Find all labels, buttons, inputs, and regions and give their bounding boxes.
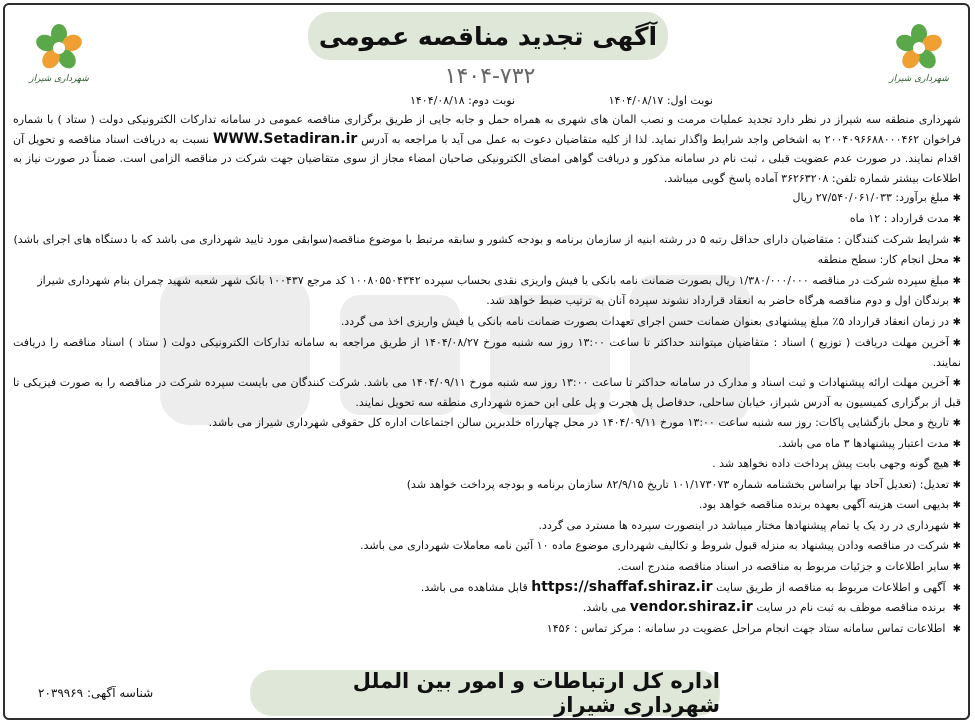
asterisk-icon: ✱ <box>952 500 961 512</box>
list-item-text: آخرین مهلت دریافت ( توزیع ) اسناد : متقاضیان میتوانند حداکثر تا ساعت ۱۳:۰۰ روز سه شنبه مورخ ۱۴۰۴/۰۸/۲۷ از طریق مراجعه به سامانه تدارکات الکترونیکی دولت ( ستاد ) اسناد مناقصه را دریافت نمایند. <box>13 335 961 370</box>
list-item: ✱ آگهی و اطلاعات مربوط به مناقصه از طریق سایت https://shaffaf.shiraz.ir قابل مشاهده می باشد. <box>13 578 961 599</box>
list-item <box>13 475 961 496</box>
flower-logo-icon <box>26 22 92 74</box>
list-item-text: شرکت در مناقصه ودادن پیشنهاد به منزله قبول شروط و تکالیف شهرداری موضوع ماده ۱۰ آئین نامه معاملات شهرداری می باشد. <box>360 539 949 553</box>
list-item-text: تعدیل: (تعدیل آحاد بها براساس بخشنامه شماره ۱۰۱/۱۷۳۰۷۳ تاریخ ۸۲/۹/۱۵ سازمان برنامه و بودجه پرداخت خواهد شد) <box>406 477 949 491</box>
list-item-text: بدیهی است هزینه آگهی بعهده برنده مناقصه خواهد بود. <box>698 498 949 512</box>
asterisk-icon: ✱ <box>952 234 961 246</box>
list-item <box>13 230 961 251</box>
list-item <box>13 454 961 475</box>
asterisk-icon: ✱ <box>952 296 961 308</box>
list-item-text: شرایط شرکت کنندگان : متقاضیان دارای حداقل رتبه ۵ در رشته ابنیه از سازمان برنامه و بودجه کشور و سابقه مرتبط با موضوع مناقصه(سوابقی مورد تایید شهرداری می باشد که با دستگاه های اجرای باشد) <box>13 232 949 246</box>
intro-text-2: نسبت به دریافت اسناد مناقصه و تحویل آن اقدام نمایند. در صورت عدم عضویت قبلی ، ثبت نام در سامانه مذکور و دریافت گواهی امضای الکترونیکی صاحبان امضاء مجاز از سوی متقاضیان جهت شرکت در مناقصه الزامی است. ضمناً در صورت نیاز به اطلاعات بیشتر شماره تلفن: ۳۶۲۶۳۲۰۸ آماده پاسخ گویی میباشد. <box>13 132 961 185</box>
list-item-text: هیچ گونه وجهی بابت پیش پرداخت داده نخواهد شد . <box>712 457 949 471</box>
asterisk-icon: ✱ <box>952 275 961 287</box>
asterisk-icon: ✱ <box>952 459 961 471</box>
asterisk-icon: ✱ <box>952 193 961 205</box>
asterisk-icon: ✱ <box>952 582 961 594</box>
asterisk-icon: ✱ <box>952 541 961 553</box>
organization-name: اداره کل ارتباطات و امور بین الملل شهرداری شیراز <box>352 669 720 717</box>
list-item <box>13 434 961 455</box>
asterisk-icon: ✱ <box>952 255 961 267</box>
asterisk-icon: ✱ <box>952 213 961 225</box>
asterisk-icon: ✱ <box>952 377 961 389</box>
shaffaf-link[interactable]: https://shaffaf.shiraz.ir <box>531 578 713 595</box>
first-publication-date: نوبت اول: ۱۴۰۴/۰۸/۱۷ <box>608 94 713 107</box>
list-item-text: آخرین مهلت ارائه پیشنهادات و ثبت اسناد و مدارک در سامانه حداکثر تا ساعت ۱۳:۰۰ روز سه شنبه مورخ ۱۴۰۴/۰۹/۱۱ می باشد. شرکت کنندگان می بایست سپرده شرکت در مناقصه را به صورت فیزیکی تا قبل از برگزاری کمیسیون به آدرس شیراز، خیابان ساحلی، حدفاصل پل هجرت و پل علی ابن حمزه شهرداری منطقه سه تحویل نمایند. <box>13 375 961 410</box>
asterisk-icon: ✱ <box>952 337 961 349</box>
list-item-text: مدت اعتبار پیشنهادها ۳ ماه می باشد. <box>778 436 949 450</box>
intro-text-1: شهرداری منطقه سه شیراز در نظر دارد تجدید عملیات مرمت و نصب المان های شهری به همراه حمل و جابه جایی از طریق برگزاری مناقصه عمومی در سامانه تدارکات الکترونیکی دولت ( ستاد ) با شماره فراخوان ۲۰۰۴۰۹۶۶۸۸۰۰۰۴۶۲ به اشخاص واجد شرایط واگذار نماید. لذا از کلیه متقاضیان دعوت به عمل می آید با مراجعه به آدرس <box>13 113 962 146</box>
logo-caption: شهرداری شیراز <box>29 74 89 84</box>
asterisk-icon: ✱ <box>952 603 961 615</box>
asterisk-icon: ✱ <box>952 417 961 429</box>
list-item <box>13 312 961 333</box>
ad-number: ۱۴۰۴-۷۳۲ <box>444 64 536 89</box>
list-item <box>13 413 961 434</box>
asterisk-icon: ✱ <box>952 623 961 635</box>
list-item-text: مبلغ برآورد: ۲۷/۵۴۰/۰۶۱/۰۳۳ ریال <box>792 191 949 205</box>
list-item: ✱ برنده مناقصه موظف به ثبت نام در سایت vendor.shiraz.ir می باشد. <box>13 598 961 619</box>
asterisk-icon: ✱ <box>952 438 961 450</box>
list-item <box>13 291 961 312</box>
asterisk-icon: ✱ <box>952 479 961 491</box>
announcement-body <box>13 110 961 639</box>
conditions-list <box>13 188 961 577</box>
vendor-link[interactable]: vendor.shiraz.ir <box>629 599 753 616</box>
list-item <box>13 188 961 209</box>
list-item <box>13 209 961 230</box>
second-publication-date: نوبت دوم: ۱۴۰۴/۰۸/۱۸ <box>409 94 515 107</box>
contact-info: اطلاعات تماس سامانه ستاد جهت انجام مراحل عضویت در سامانه : مرکز تماس : ۱۴۵۶ <box>546 621 946 635</box>
list-item <box>13 619 961 640</box>
list-item-text: محل انجام کار: سطح منطقه <box>817 253 949 267</box>
asterisk-icon: ✱ <box>952 562 961 574</box>
ad-id: شناسه آگهی: ۲۰۳۹۹۶۹ <box>38 686 154 700</box>
list-item <box>13 495 961 516</box>
list-item <box>13 557 961 578</box>
list-item-text: شهرداری در رد یک یا تمام پیشنهادها مختار میباشد در اینصورت سپرده ها مسترد می گردد. <box>538 518 949 532</box>
logo-caption: شهرداری شیراز <box>889 74 949 84</box>
list-item-text: سایر اطلاعات و جزئیات مربوط به مناقصه در اسناد مناقصه مندرج است. <box>617 560 949 574</box>
list-item <box>13 271 961 292</box>
list-item-text: مدت قرارداد : ۱۲ ماه <box>849 211 949 225</box>
page-title: آگهی تجدید مناقصه عمومی <box>318 21 658 51</box>
title-banner <box>308 12 668 60</box>
shiraz-municipality-logo-right <box>886 22 952 94</box>
list-item <box>13 516 961 537</box>
list-item <box>13 250 961 271</box>
list-item-text: در زمان انعقاد قرارداد ۵٪ مبلغ پیشنهادی بعنوان ضمانت حسن اجرای تعهدات بصورت ضمانت نامه بانکی یا فیش واریزی اخذ می گردد. <box>340 314 949 328</box>
intro-paragraph <box>13 110 961 188</box>
setadiran-link[interactable]: WWW.Setadiran.ir <box>212 130 358 147</box>
list-item-text: تاریخ و محل بازگشایی پاکات: روز سه شنبه ساعت ۱۳:۰۰ مورخ ۱۴۰۴/۰۹/۱۱ در محل چهارراه خلدبرین سالن اجتماعات اداره کل حقوقی شهرداری شیراز می باشد. <box>208 415 949 429</box>
list-item <box>13 373 961 413</box>
asterisk-icon: ✱ <box>952 520 961 532</box>
list-item-text: برندگان اول و دوم مناقصه هرگاه حاضر به انعقاد قرارداد نشوند سپرده آنان به ترتیب ضبط خواهد شد. <box>486 294 949 308</box>
flower-logo-icon <box>886 22 952 74</box>
list-item-text: مبلغ سپرده شرکت در مناقصه ۱/۳۸۰/۰۰۰/۰۰۰ ریال بصورت ضمانت نامه بانکی یا فیش واریزی نقدی بحساب سپرده ۱۰۰۸۰۵۵۰۴۳۴۲ کد مرجع ۱۰۰۴۳۷ بانک شهر شعبه شهید چمران بنام شهرداری شیراز <box>37 273 949 287</box>
footer-banner <box>250 670 720 716</box>
list-item <box>13 333 961 373</box>
shiraz-municipality-logo-left <box>26 22 92 94</box>
list-item <box>13 536 961 557</box>
asterisk-icon: ✱ <box>952 316 961 328</box>
